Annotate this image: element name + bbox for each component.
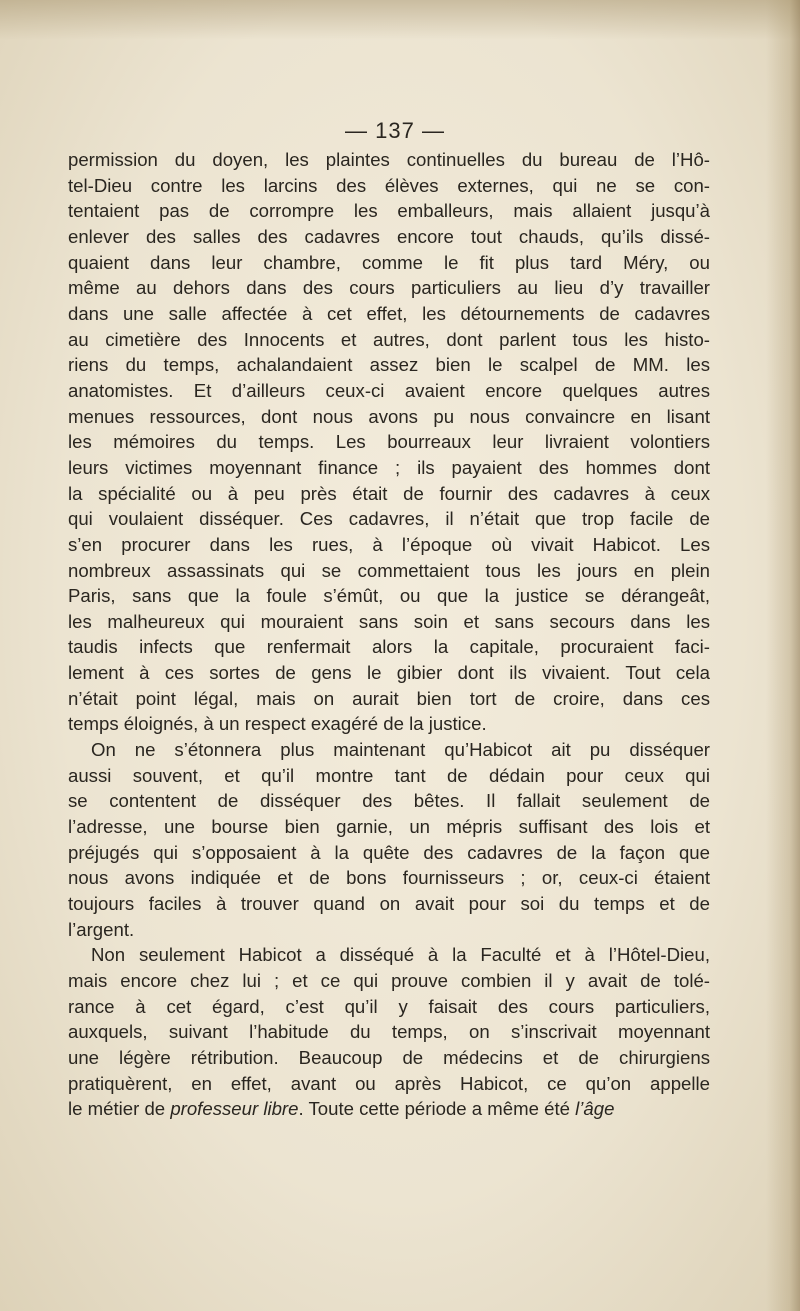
text-line: même au dehors dans des cours particuliers au lieu d’y travailler — [68, 277, 710, 299]
text-line: nombreux assassinats qui se commettaient tous les jours en plein — [68, 559, 710, 581]
text-line: une légère rétribution. Beaucoup de médecins et de chirurgiens — [68, 1046, 710, 1068]
text-line: mais encore chez lui ; et ce qui prouve combien il y avait de tolé- — [68, 970, 710, 991]
text-line: préjugés qui s’opposaient à la quête des cadavres de la façon que — [68, 841, 710, 863]
text-line: qui voulaient disséquer. Ces cadavres, il n’était que trop facile de — [68, 508, 710, 530]
text-line: On ne s’étonnera plus maintenant qu’Habicot ait pu disséquer — [91, 739, 710, 761]
text-line: nous avons indiquée et de bons fournisseurs ; or, ceux-ci étaient — [68, 867, 710, 889]
text-line: quaient dans leur chambre, comme le fit plus tard Méry, ou — [68, 251, 710, 273]
text-line: tentaient pas de corrompre les emballeurs, mais allaient jusqu’à — [68, 200, 710, 222]
text-line: anatomistes. Et d’ailleurs ceux-ci avaient encore quelques autres — [68, 379, 710, 401]
text-line: les mémoires du temps. Les bourreaux leur livraient volontiers — [68, 431, 710, 453]
text-line: toujours faciles à trouver quand on avait pour soi du temps et de — [68, 893, 710, 915]
text-line: se contentent de disséquer des bêtes. Il fallait seulement de — [68, 790, 710, 812]
text-line: taudis infects que renfermait alors la capitale, procuraient faci- — [68, 636, 710, 658]
text-line: l’adresse, une bourse bien garnie, un mépris suffisant des lois et — [68, 816, 710, 838]
text-line: leurs victimes moyennant finance ; ils payaient des hommes dont — [68, 456, 710, 478]
text-line-final — [68, 1096, 710, 1122]
text-line: n’était point légal, mais on aurait bien tort de croire, dans ces — [68, 687, 710, 709]
text-line: enlever des salles des cadavres encore tout chauds, qu’ils dissé- — [68, 225, 710, 247]
final-line-italic-professeur-libre: professeur libre — [170, 1098, 299, 1120]
text-line: temps éloignés, à un respect exagéré de la justice. — [68, 713, 487, 735]
text-line: Non seulement Habicot a disséqué à la Faculté et à l’Hôtel-Dieu, — [91, 944, 710, 966]
text-line: Paris, sans que la foule s’émût, ou que la justice se dérangeât, — [68, 585, 710, 607]
page-number: — 137 — — [345, 118, 445, 143]
page-right-shadow — [766, 0, 800, 1311]
text-line: au cimetière des Innocents et autres, dont parlent tous les histo- — [68, 328, 710, 350]
final-line-italic-age: l’âge — [575, 1098, 615, 1120]
body-text — [68, 147, 710, 1122]
text-line: dans une salle affectée à cet effet, les détournements de cadavres — [68, 302, 710, 324]
text-line: rance à cet égard, c’est qu’il y faisait des cours particuliers, — [68, 995, 710, 1017]
text-line: s’en procurer dans les rues, à l’époque où vivait Habicot. Les — [68, 533, 710, 555]
final-line-middle: . Toute cette période a même été — [298, 1098, 576, 1120]
text-line: l’argent. — [68, 918, 135, 940]
text-line: permission du doyen, les plaintes continuelles du bureau de l’Hô- — [68, 149, 710, 170]
final-line-before: le métier de — [68, 1098, 171, 1120]
text-line: riens du temps, achalandaient assez bien le scalpel de MM. les — [68, 354, 710, 376]
page-top-shadow — [0, 0, 800, 40]
text-line: pratiquèrent, en effet, avant ou après Habicot, ce qu’on appelle — [68, 1072, 710, 1094]
text-line: la spécialité ou à peu près était de fournir des cadavres à ceux — [68, 482, 710, 504]
text-line: aussi souvent, et qu’il montre tant de dédain pour ceux qui — [68, 764, 710, 786]
text-line: auxquels, suivant l’habitude du temps, on s’inscrivait moyennant — [68, 1021, 710, 1043]
text-line: les malheureux qui mouraient sans soin et sans secours dans les — [68, 610, 710, 632]
text-line: lement à ces sortes de gens le gibier dont ils vivaient. Tout cela — [68, 662, 710, 684]
text-line: menues ressources, dont nous avons pu nous convaincre en lisant — [68, 405, 710, 427]
text-line: tel-Dieu contre les larcins des élèves externes, qui ne se con- — [68, 174, 710, 196]
